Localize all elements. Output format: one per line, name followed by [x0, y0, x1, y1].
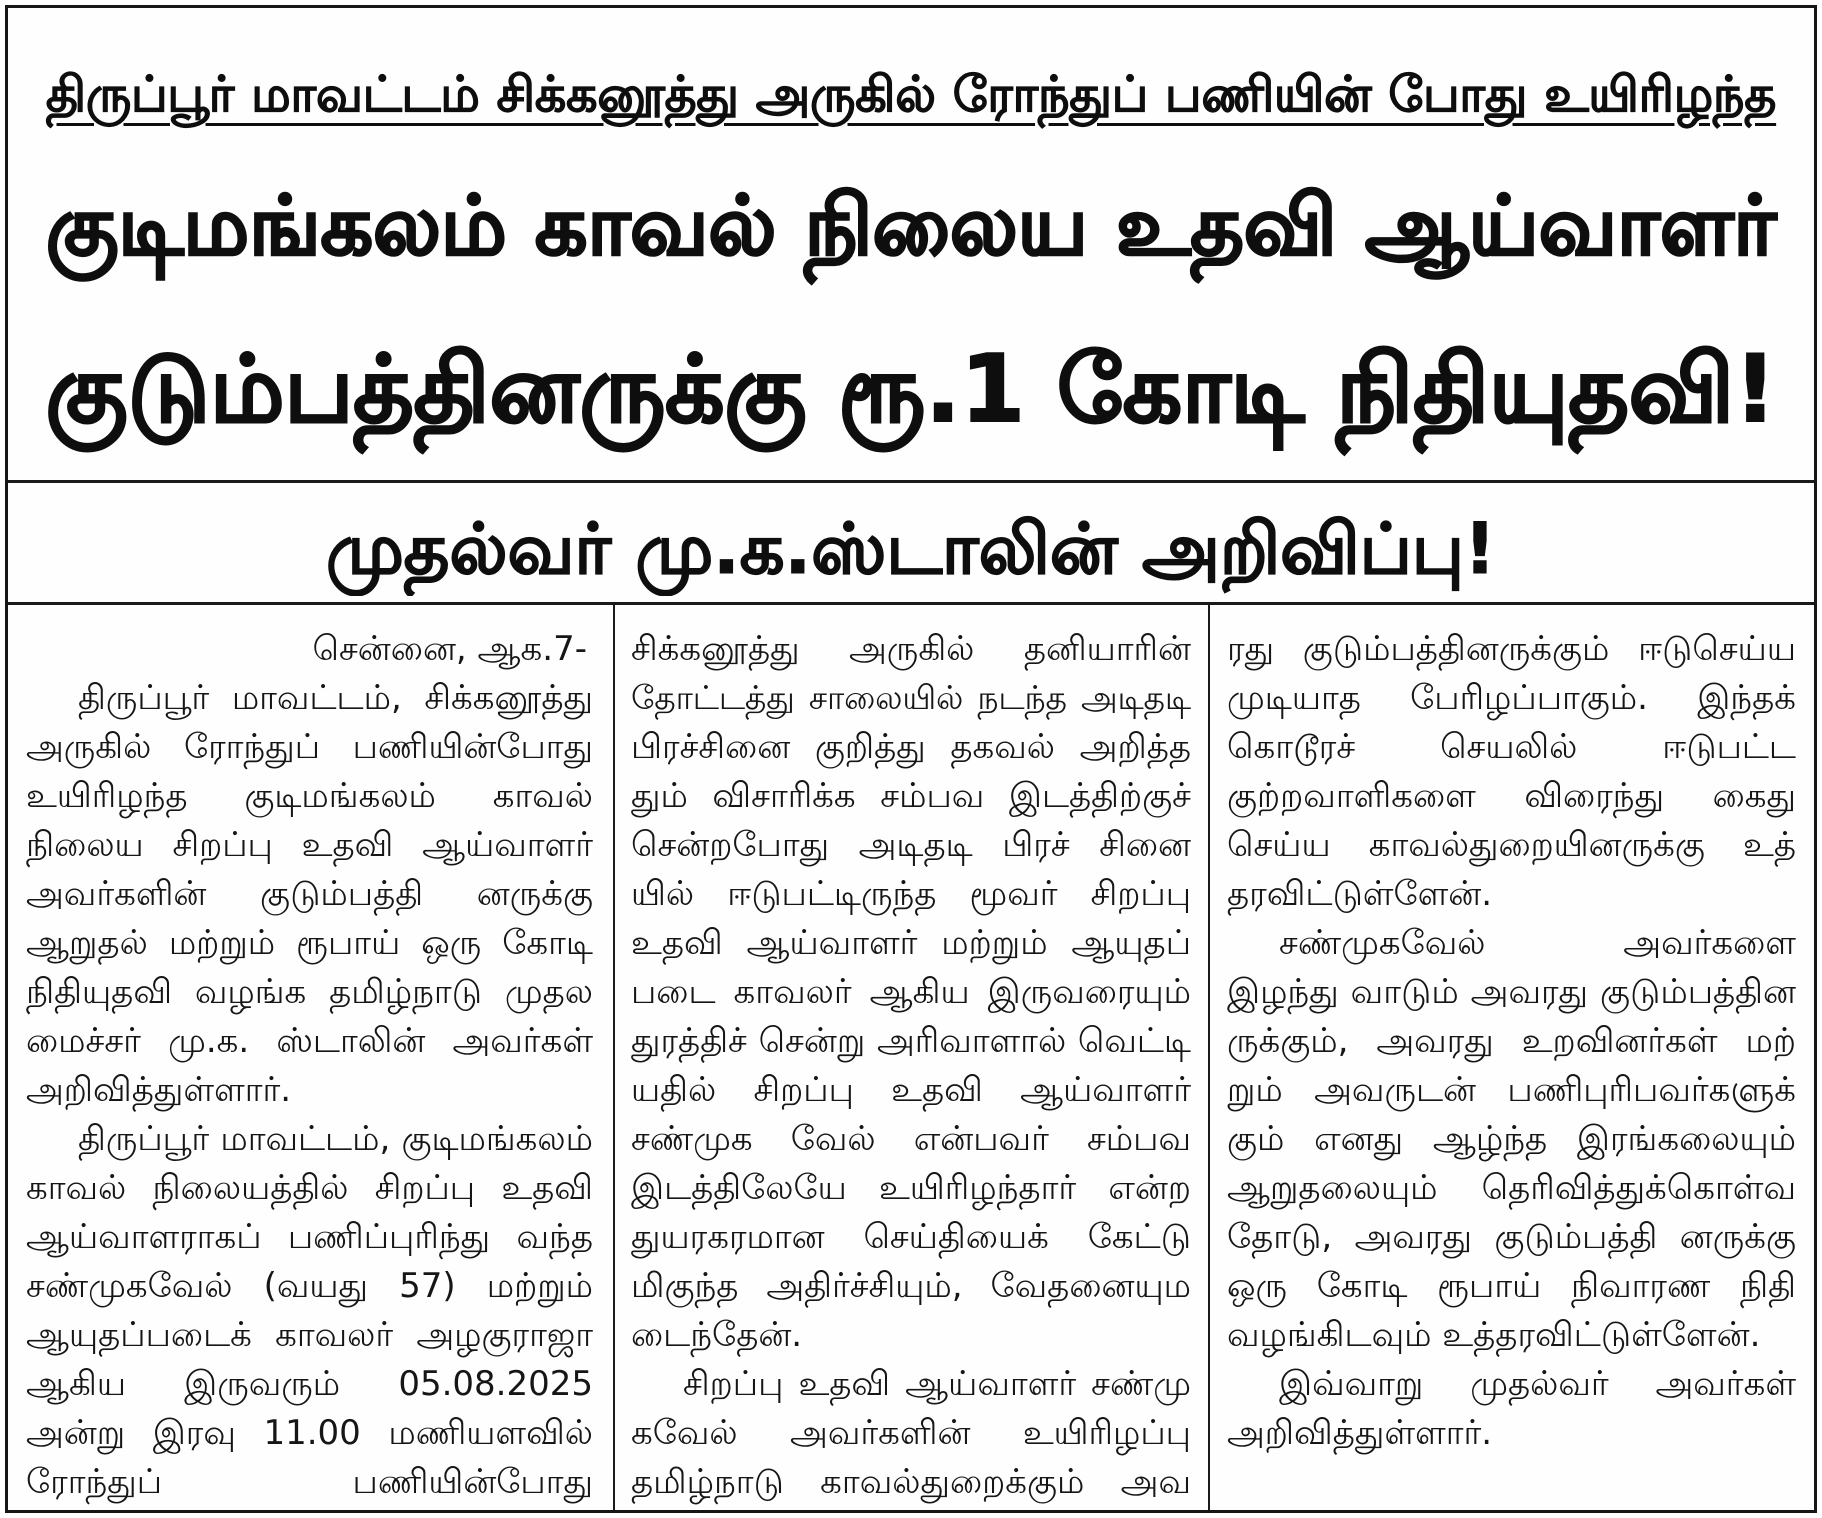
article-column-1: [8, 605, 613, 1510]
article-line: இவ்வாறு முதல்வர் அவர்கள்: [1279, 1364, 1796, 1404]
article-line: சிறப்பு உதவி ஆய்வாளர் சண்மு: [683, 1364, 1191, 1404]
article-line: துரத்திச் சென்று அரிவாளால் வெட்டி: [631, 1021, 1191, 1061]
article-line: இழந்து வாடும் அவரது குடும்பத்தின: [1227, 972, 1796, 1012]
article-line: அன்று இரவு 11.00 மணியளவில்: [26, 1413, 593, 1453]
article-line: பிரச்சினை குறித்து தகவல் அறித்த: [631, 727, 1191, 767]
article-line: தும் விசாரிக்க சம்பவ இடத்திற்குச்: [631, 776, 1191, 816]
article-column-3: [1210, 605, 1814, 1510]
article-line: முடியாத பேரிழப்பாகும். இந்தக்: [1227, 678, 1796, 718]
article-line: துயரகரமான செய்தியைக் கேட்டு: [631, 1217, 1191, 1257]
dateline: சென்னை, ஆக.7-: [312, 629, 587, 669]
article-line: அறிவித்துள்ளார்.: [26, 1070, 292, 1110]
article-line: வழங்கிடவும் உத்தரவிட்டுள்ளேன்.: [1227, 1315, 1761, 1355]
article-line: அருகில் ரோந்துப் பணியின்போது: [26, 727, 593, 767]
article-line: அறிவித்துள்ளார்.: [1227, 1413, 1493, 1453]
newspaper-clipping: [5, 5, 1817, 1513]
article-line: நிதியுதவி வழங்க தமிழ்நாடு முதல: [26, 972, 593, 1012]
kicker-headline-text: திருப்பூர் மாவட்டம் சிக்கனூத்து அருகில் ரோந்துப் பணியின் போது உயிரிழந்த: [45, 66, 1777, 123]
article-line: ஆறுதலையும் தெரிவித்துக்கொள்வ: [1227, 1168, 1796, 1208]
article-line: கவேல் அவர்களின் உயிரிழப்பு: [631, 1413, 1191, 1453]
main-headline-line-2: குடும்பத்தினருக்கு ரூ.1 கோடி நிதியுதவி!: [45, 335, 1777, 443]
headline-divider: [8, 480, 1814, 483]
article-line: சண்முகவேல் அவர்களை: [1279, 923, 1796, 963]
article-line: தோட்டத்து சாலையில் நடந்த அடிதடி: [631, 679, 1191, 717]
article-line: சண்முகவேல் (வயது 57) மற்றும்: [26, 1266, 593, 1306]
article-line: றும் அவருடன் பணிபுரிபவர்களுக்: [1227, 1070, 1796, 1110]
kicker-headline: [28, 56, 1794, 140]
subheadline: முதல்வர் மு.க.ஸ்டாலின் அறிவிப்பு!: [326, 508, 1496, 590]
article-line: மைச்சர் மு.க. ஸ்டாலின் அவர்கள்: [26, 1021, 593, 1061]
article-line: டைந்தேன்.: [631, 1315, 803, 1355]
article-line: திருப்பூர் மாவட்டம், குடிமங்கலம்: [78, 1119, 593, 1159]
article-line: சென்றபோது அடிதடி பிரச் சினை: [631, 825, 1191, 865]
article-line: ஆயுதப்படைக் காவலர் அழகுராஜா: [26, 1315, 593, 1355]
article-line: குற்றவாளிகளை விரைந்து கைது: [1227, 776, 1796, 816]
article-line: கும் எனது ஆழ்ந்த இரங்கலையும்: [1227, 1119, 1796, 1159]
article-line: இடத்திலேயே உயிரிழந்தார் என்ற: [631, 1168, 1191, 1208]
article-line: ஆய்வாளராகப் பணிப்புரிந்து வந்த: [26, 1217, 593, 1257]
article-line: ஆறுதல் மற்றும் ரூபாய் ஒரு கோடி: [26, 923, 593, 963]
article-line: கொடூரச் செயலில் ஈடுபட்ட: [1227, 727, 1796, 767]
article-line: ரது குடும்பத்தினருக்கும் ஈடுசெய்ய: [1227, 629, 1796, 669]
article-line: நிலைய சிறப்பு உதவி ஆய்வாளர்: [26, 825, 593, 865]
article-line: சண்முக வேல் என்பவர் சம்பவ: [631, 1119, 1191, 1159]
article-line: சிக்கனூத்து அருகில் தனியாரின்: [631, 629, 1191, 669]
article-line: செய்ய காவல்துறையினருக்கு உத்: [1227, 825, 1796, 865]
article-line: உதவி ஆய்வாளர் மற்றும் ஆயுதப்: [631, 923, 1191, 963]
article-line: ருக்கும், அவரது உறவினர்கள் மற்: [1227, 1021, 1796, 1061]
article-line: மிகுந்த அதிர்ச்சியும், வேதனையும: [631, 1266, 1191, 1306]
article-line: தோடு, அவரது குடும்பத்தி னருக்கு: [1227, 1217, 1796, 1257]
article-line: யில் ஈடுபட்டிருந்த மூவர் சிறப்பு: [631, 874, 1191, 914]
article-line: காவல் நிலையத்தில் சிறப்பு உதவி: [26, 1168, 593, 1208]
article-line: அவர்களின் குடும்பத்தி னருக்கு: [26, 874, 593, 914]
main-headline-line-1: குடிமங்கலம் காவல் நிலைய உதவி ஆய்வாளர்: [45, 179, 1777, 274]
article-line: படை காவலர் ஆகிய இருவரையும்: [631, 972, 1191, 1012]
article-line: தமிழ்நாடு காவல்துறைக்கும் அவ: [631, 1462, 1191, 1502]
article-line: ஒரு கோடி ரூபாய் நிவாரண நிதி: [1227, 1266, 1796, 1306]
article-line: திருப்பூர் மாவட்டம், சிக்கனூத்து: [78, 678, 593, 718]
article-column-2: [615, 605, 1208, 1510]
article-line: தரவிட்டுள்ளேன்.: [1227, 874, 1493, 914]
article-line: உயிரிழந்த குடிமங்கலம் காவல்: [26, 776, 593, 816]
article-line: யதில் சிறப்பு உதவி ஆய்வாளர்: [631, 1070, 1191, 1110]
article-line: ஆகிய இருவரும் 05.08.2025: [26, 1364, 593, 1404]
article-line: ரோந்துப் பணியின்போது: [26, 1462, 593, 1502]
